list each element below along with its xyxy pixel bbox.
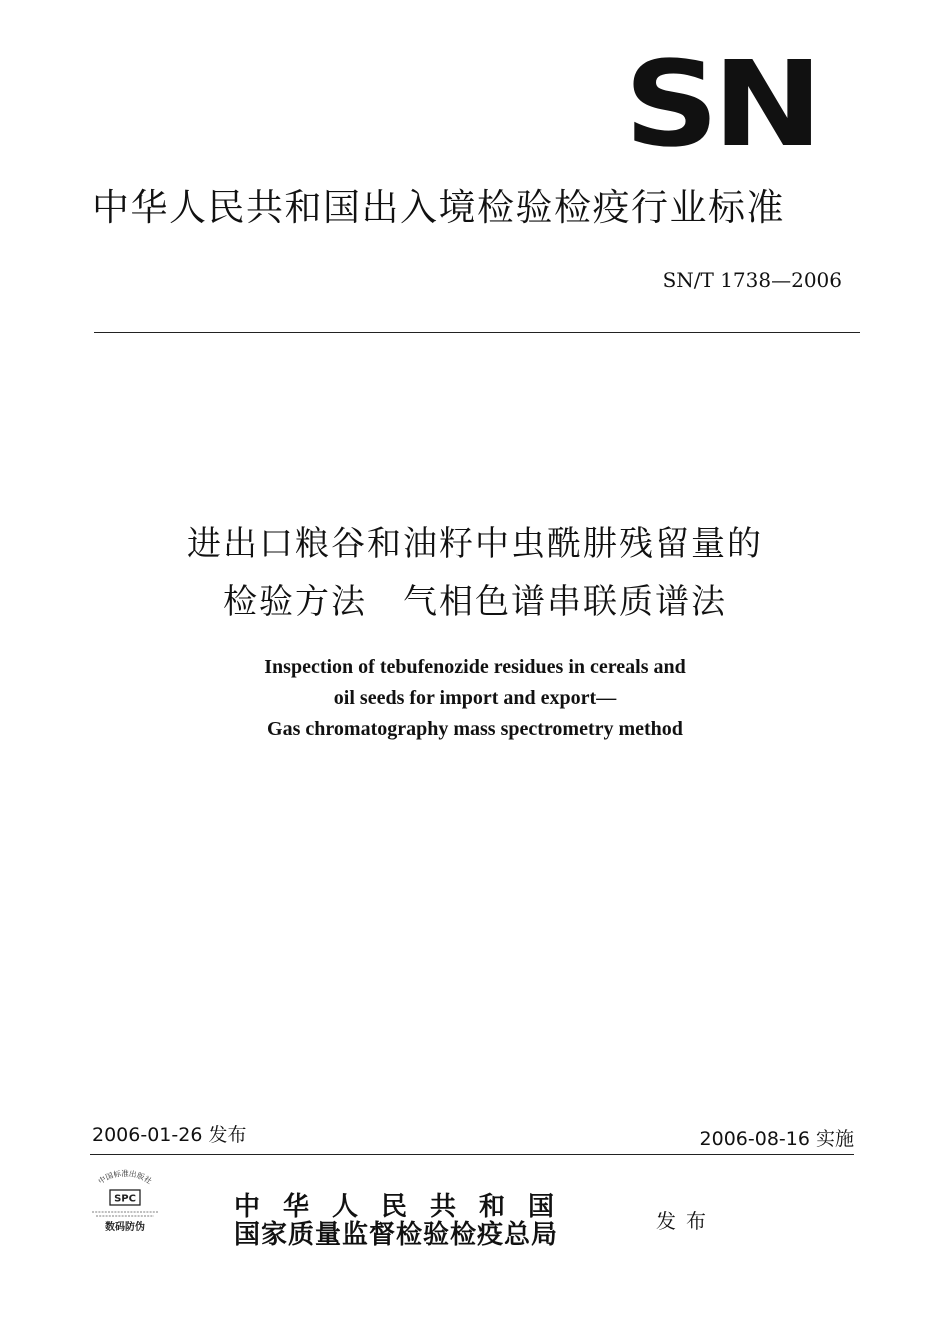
publish-date: 2006-01-26 发布: [92, 1124, 247, 1146]
anti-counterfeit-seal-icon: [82, 1168, 168, 1236]
issue-label: 发布: [656, 1209, 716, 1233]
issuer-line-1: 中华人民共和国: [234, 1192, 578, 1222]
svg-text:中国标准出版社: [96, 1168, 154, 1186]
footer-divider: [90, 1154, 854, 1155]
standard-category-heading: 中华人民共和国出入境检验检疫行业标准: [92, 186, 785, 229]
title-english-line-2: oil seeds for import and export—: [333, 687, 617, 709]
seal-arc-text: 中国标准出版社: [96, 1169, 154, 1186]
title-chinese-line-1: 进出口粮谷和油籽中虫酰肼残留量的: [187, 524, 763, 564]
title-chinese-line-2: 检验方法 气相色谱串联质谱法: [223, 582, 727, 622]
title-english-line-1: Inspection of tebufenozide residues in cereals and: [264, 656, 686, 678]
standard-code: SN/T 1738—2006: [662, 268, 842, 292]
issuer-line-2: 国家质量监督检验检疫总局: [234, 1220, 559, 1250]
implementation-date: 2006-08-16 实施: [699, 1128, 854, 1150]
seal-mid-text: SPC: [114, 1193, 136, 1205]
title-english-line-3: Gas chromatography mass spectrometry method: [267, 718, 683, 740]
sn-logo: SN: [624, 35, 817, 173]
header-divider: [94, 332, 860, 333]
seal-bottom-text: 数码防伪: [105, 1222, 145, 1233]
